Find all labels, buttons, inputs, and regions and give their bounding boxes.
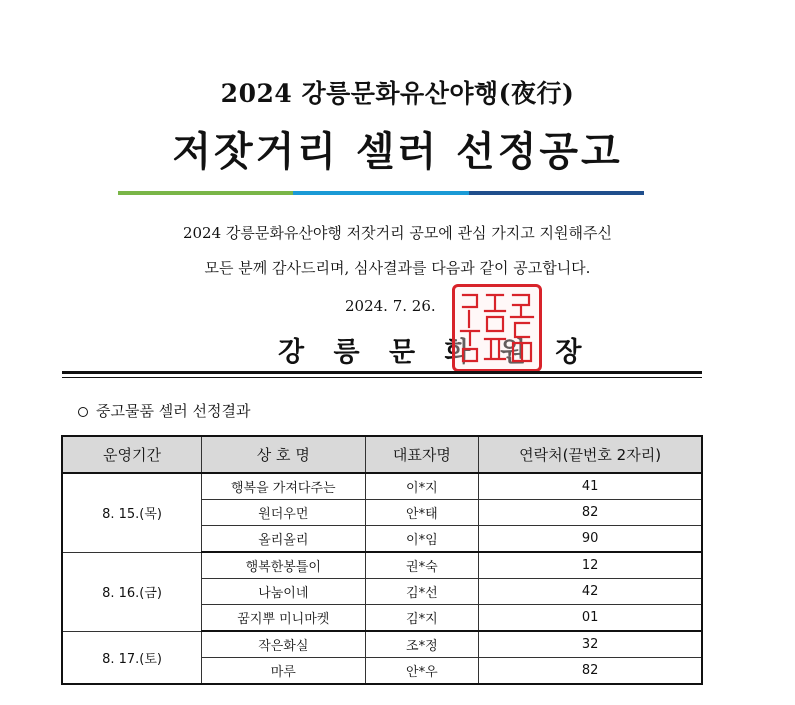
notice-date: 2024. 7. 26. [345,297,436,315]
header-period: 운영기간 [62,436,202,473]
rep-cell: 안*태 [365,500,479,526]
table-row [62,473,702,500]
phone-cell: 12 [479,552,702,579]
shop-cell: 작은화실 [202,631,365,658]
table-row [62,631,702,658]
rep-cell: 조*정 [365,631,479,658]
phone-cell: 32 [479,631,702,658]
rep-cell: 김*지 [365,605,479,632]
notice-subtitle: 2024 강릉문화유산야행(夜行) [220,79,575,108]
period-cell: 8. 16.(금) [62,552,202,631]
results-table [61,435,703,685]
rep-cell: 이*지 [365,473,479,500]
header-rule-thin [62,377,702,378]
shop-cell: 행복을 가져다주는 [202,473,365,500]
phone-cell: 82 [479,658,702,685]
section-heading-text: 중고물품 셀러 선정결과 [96,402,251,420]
period-cell: 8. 17.(토) [62,631,202,684]
header-contact: 연락처(끝번호 2자리) [479,436,702,473]
header-rule-thick [62,371,702,374]
header-shop-name: 상 호 명 [202,436,365,473]
shop-cell: 행복한봉틀이 [202,552,365,579]
rep-cell: 김*선 [365,579,479,605]
shop-cell: 마루 [202,658,365,685]
phone-cell: 82 [479,500,702,526]
color-divider-blue [293,191,468,195]
rep-cell: 안*우 [365,658,479,685]
shop-cell: 꿈지뿌 미니마켓 [202,605,365,632]
intro-line-1: 2024 강릉문화유산야행 저잣거리 공모에 관심 가지고 지원해주신 [182,224,613,242]
notice-title: 저잣거리 셀러 선정공고 [172,128,623,175]
phone-cell: 41 [479,473,702,500]
phone-cell: 90 [479,526,702,553]
color-divider-navy [469,191,644,195]
color-divider [118,191,644,195]
shop-cell: 원더우먼 [202,500,365,526]
header-representative: 대표자명 [365,436,479,473]
phone-cell: 42 [479,579,702,605]
table-row [62,552,702,579]
seal-glyph-icon [455,287,539,369]
intro-line-2: 모든 분께 감사드리며, 심사결과를 다음과 같이 공고합니다. [204,259,591,277]
rep-cell: 권*숙 [365,552,479,579]
circle-bullet-icon [78,407,88,417]
shop-cell: 올리올리 [202,526,365,553]
color-divider-green [118,191,293,195]
rep-cell: 이*임 [365,526,479,553]
table-header-row [62,436,702,473]
issuer-name: 강 릉 문 화 원 장 [278,337,592,368]
phone-cell: 01 [479,605,702,632]
official-seal [452,284,542,372]
section-heading [78,400,250,421]
period-cell: 8. 15.(목) [62,473,202,552]
shop-cell: 나눔이네 [202,579,365,605]
